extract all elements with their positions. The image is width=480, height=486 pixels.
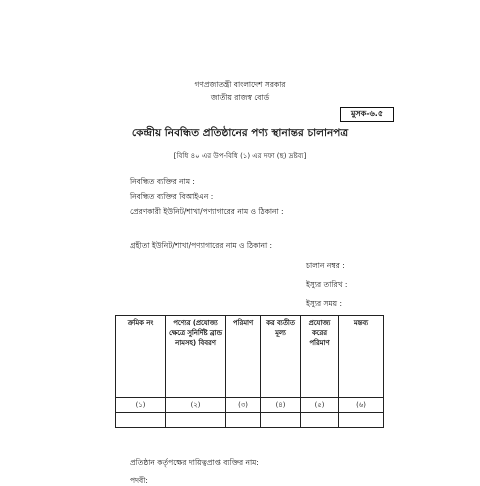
table-cell[interactable] [339, 413, 384, 428]
header-quantity: পরিমাণ [226, 316, 261, 398]
sender-unit-label: প্রেরণকারী ইউনিট/শাখা/পণ্যাগারের নাম ও ঠিকানা : [130, 207, 284, 216]
column-number: (২) [166, 398, 226, 413]
invoice-number-label: চালান নম্বর : [306, 261, 345, 270]
column-number: (৪) [261, 398, 301, 413]
header-serial-no: ক্রমিক নং [116, 316, 166, 398]
column-number: (৫) [301, 398, 339, 413]
table-cell[interactable] [261, 413, 301, 428]
issue-time-label: ইস্যুর সময় : [306, 299, 342, 308]
header-value-excluding-tax: কর ব্যতীত মূল্য [261, 316, 301, 398]
table-row [116, 413, 384, 428]
document-title: কেন্দ্রীয় নিবন্ধিত প্রতিষ্ঠানের পণ্য স্থানান্তর চালানপত্র [131, 127, 349, 139]
header-remarks: মন্তব্য [339, 316, 384, 398]
table-cell[interactable] [166, 413, 226, 428]
rule-reference: [বিধি ৪০ এর উপ-বিধি (১) এর দফা (ছ) দ্রষ্টব্য] [173, 152, 307, 160]
column-number-row [116, 398, 384, 413]
designation-label: পদবী: [130, 476, 148, 485]
column-number: (৩) [226, 398, 261, 413]
receiver-unit-label: গ্রহীতা ইউনিট/শাখা/পণ্যাগারের নাম ও ঠিকানা : [130, 241, 273, 250]
column-number: (১) [116, 398, 166, 413]
form-code-badge: মুসক-৬.৫ [340, 107, 394, 122]
header-goods-description: পণ্যের (প্রযোজ্য ক্ষেত্রে সুনির্দিষ্ট ব্রান্ড নামসহ) বিবরণ [166, 316, 226, 398]
registered-person-bin-label: নিবন্ধিত ব্যক্তির বিআইএন : [130, 192, 214, 201]
board-line: জাতীয় রাজস্ব বোর্ড [210, 93, 270, 102]
government-line: গণপ্রজাতন্ত্রী বাংলাদেশ সরকার [194, 80, 286, 89]
table-cell[interactable] [301, 413, 339, 428]
column-number: (৬) [339, 398, 384, 413]
table-cell[interactable] [116, 413, 166, 428]
table-cell[interactable] [226, 413, 261, 428]
responsible-person-label: প্রতিষ্ঠান কর্তৃপক্ষের দায়িত্বপ্রাপ্ত ব্যক্তির নাম: [130, 458, 259, 467]
header-applicable-tax: প্রযোজ্য করের পরিমাণ [301, 316, 339, 398]
issue-date-label: ইস্যুর তারিখ : [306, 280, 348, 289]
table-header-row [116, 316, 384, 398]
goods-transfer-table [115, 315, 384, 428]
registered-person-name-label: নিবন্ধিত ব্যক্তির নাম : [130, 177, 195, 186]
